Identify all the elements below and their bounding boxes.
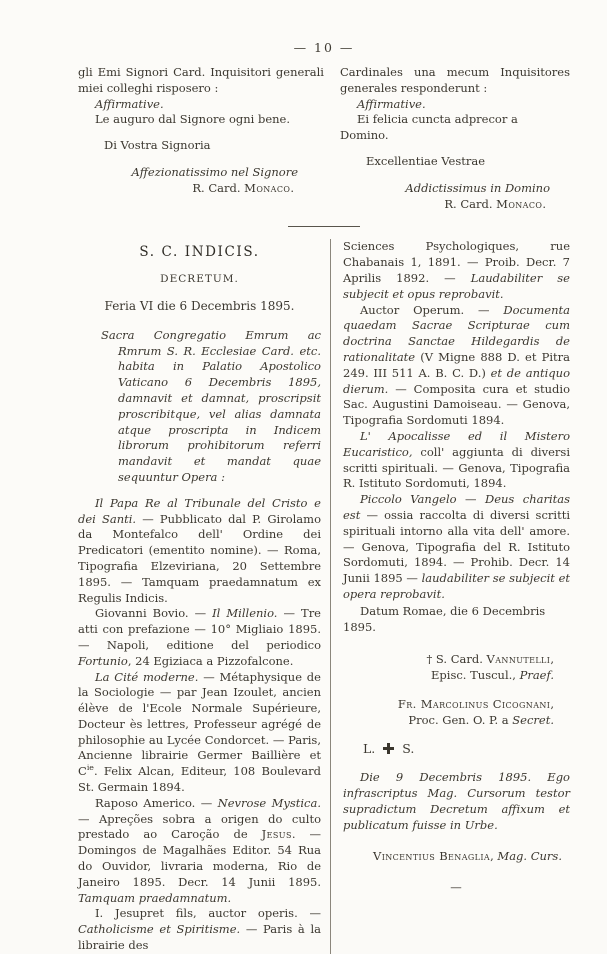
valediction-line: Affezionatissimo nel Signore	[131, 164, 298, 179]
maltese-cross-icon	[383, 743, 394, 754]
congregation-heading: S. C. INDICIS.	[139, 244, 260, 261]
banned-work-entry-continuation: Sciences Psychologiques, rue Chabanais 1, 1891. — Proib. Decr. 7 Aprilis 1892. — Laudabiliter se subjecit et opus reprobavit.	[343, 239, 570, 301]
banned-work-entry: Il Papa Re al Tribunale del Cristo e dei Santi. — Pubblicato dal P. Girolamo da Montefalco dell' Ordine dei Predicatori (ementito nomine). — Roma, Tipografia Elzeviriana, 20 Settembre 1895. — Tamquam praedamnatum ex Regulis Indicis.	[78, 495, 321, 605]
banned-work-entry: Giovanni Bovio. — Il Millenio. — Tre atti con prefazione — 10° Migliaio 1895. — Napoli, editione del periodico Fortunio, 24 Egiziaca a Pizzofalcone.	[78, 606, 321, 668]
decree-left-column	[78, 239, 330, 953]
banned-work-entry: I. Jesupret fils, auctor operis. — Catholicisme et Spiritisme. — Paris à la librairie des	[78, 906, 321, 953]
affirmative-reply: Affirmative.	[357, 96, 426, 111]
decree-right-column	[331, 239, 570, 953]
salutation-line: Excellentiae Vestrae	[366, 153, 486, 168]
end-dash: —	[450, 880, 463, 895]
affirmative-reply: Affirmative.	[95, 96, 164, 111]
top-left-column	[78, 65, 330, 212]
secretary-signature	[343, 697, 570, 729]
prefect-signature	[343, 652, 570, 684]
decree-title: DECRETUM.	[160, 273, 239, 286]
salutation-line: Di Vostra Signoria	[104, 138, 211, 153]
banned-work-entry: Auctor Operum. — Documenta quaedam Sacrae Scripturae cum doctrina Sanctae Hildegardis de rationalitate (V Migne 888 D. et Pitra 249. III 511 A. B. C. D.) et de antiquo dierum. — Composita cura et studio Sac. Augustini Damoiseau. — Genova, Tipografia Sordomuti 1894.	[343, 302, 570, 428]
cardinal-signature: R. Card. Monaco.	[192, 180, 294, 195]
decree-preamble: Sacra Congregatio Emrum ac Rmrum S. R. Ecclesiae Card. etc. habita in Palatio Apostolico Vaticano 6 Decembris 1895, damnavit et damnat, proscripsit proscribitque, vel alias damnata atque proscripta in Indicem librorum prohibitorum referri mandavit et mandat quae sequuntur Opera :	[101, 327, 321, 484]
top-right-column	[330, 65, 570, 212]
locus-sigilli	[363, 741, 570, 756]
seal-l: L.	[363, 741, 376, 757]
secretary-title: Proc. Gen. O. P. a Secret.	[408, 712, 554, 727]
cardinal-signature: R. Card. Monaco.	[444, 196, 546, 211]
blessing-line: Le auguro dal Signore ogni bene.	[95, 112, 291, 127]
cursor-signature: Vincentius Benaglia, Mag. Curs.	[373, 848, 562, 863]
response-intro: gli Emi Signori Card. Inquisitori generali miei colleghi risposero :	[78, 65, 324, 95]
banned-work-entry: Piccolo Vangelo — Deus charitas est — ossia raccolta di diversi scritti spirituali intorno alla vita dell' amore. — Genova, Tipografia del R. Istituto Sordomuti, 1894. — Prohib. Decr. 14 Junii 1895 — laudabiliter se subjecit et opera reprobavit.	[343, 492, 571, 601]
banned-work-entry: La Cité moderne. — Métaphysique de la Sociologie — par Jean Izoulet, ancien élève de l'Ecole Normale Supérieure, Docteur ès lettres, Professeur agrégé de philosophie au Lycée Condorcet. — Paris, Ancienne librairie Germer Baillière et $C^{ie}$. Felix Alcan, Editeur, 108 Boulevard St. Germain 1894.	[78, 669, 321, 795]
valediction-line: Addictissimus in Domino	[405, 180, 550, 195]
banned-work-entry: Raposo Americo. — Nevrose Mystica. — Apreções sobra a origen do culto prestado ao Caroção de Jesus. — Domingos de Magalhães Editor. 54 Rua do Ouvidor, livraria moderna, Rio de Janeiro 1895. Decr. 14 Junii 1895. Tamquam praedamnatum.	[78, 795, 322, 905]
page-number: — 10 —	[293, 40, 355, 55]
session-date: Feria VI die 6 Decembris 1895.	[104, 298, 295, 313]
response-intro: Cardinales una mecum Inquisitores generales responderunt :	[340, 65, 570, 95]
blessing-line: Ei felicia cuncta adprecor a Domino.	[340, 112, 518, 143]
decree-section	[78, 239, 570, 953]
seal-s: S.	[402, 741, 415, 757]
publication-attestation: Die 9 Decembris 1895. Ego infrascriptus Mag. Cursorum testor supradictum Decretum affixum et publicatum fuisse in Urbe.	[343, 770, 570, 832]
datum-line: Datum Romae, die 6 Decembris 1895.	[343, 603, 546, 634]
page-content	[78, 40, 570, 954]
prefect-title: Episc. Tuscul., Praef.	[431, 668, 554, 683]
prefect-name: † S. Card. Vannutelli,	[426, 652, 554, 667]
section-divider-rule	[288, 226, 360, 227]
secretary-name: Fr. Marcolinus Cicognani,	[397, 696, 554, 711]
banned-work-entry: L' Apocalisse ed il Mistero Eucaristico, coll' aggiunta di diversi scritti spirituali. — Genova, Tipografia R. Istituto Sordomuti, 1894.	[343, 428, 570, 491]
top-section	[78, 65, 570, 212]
